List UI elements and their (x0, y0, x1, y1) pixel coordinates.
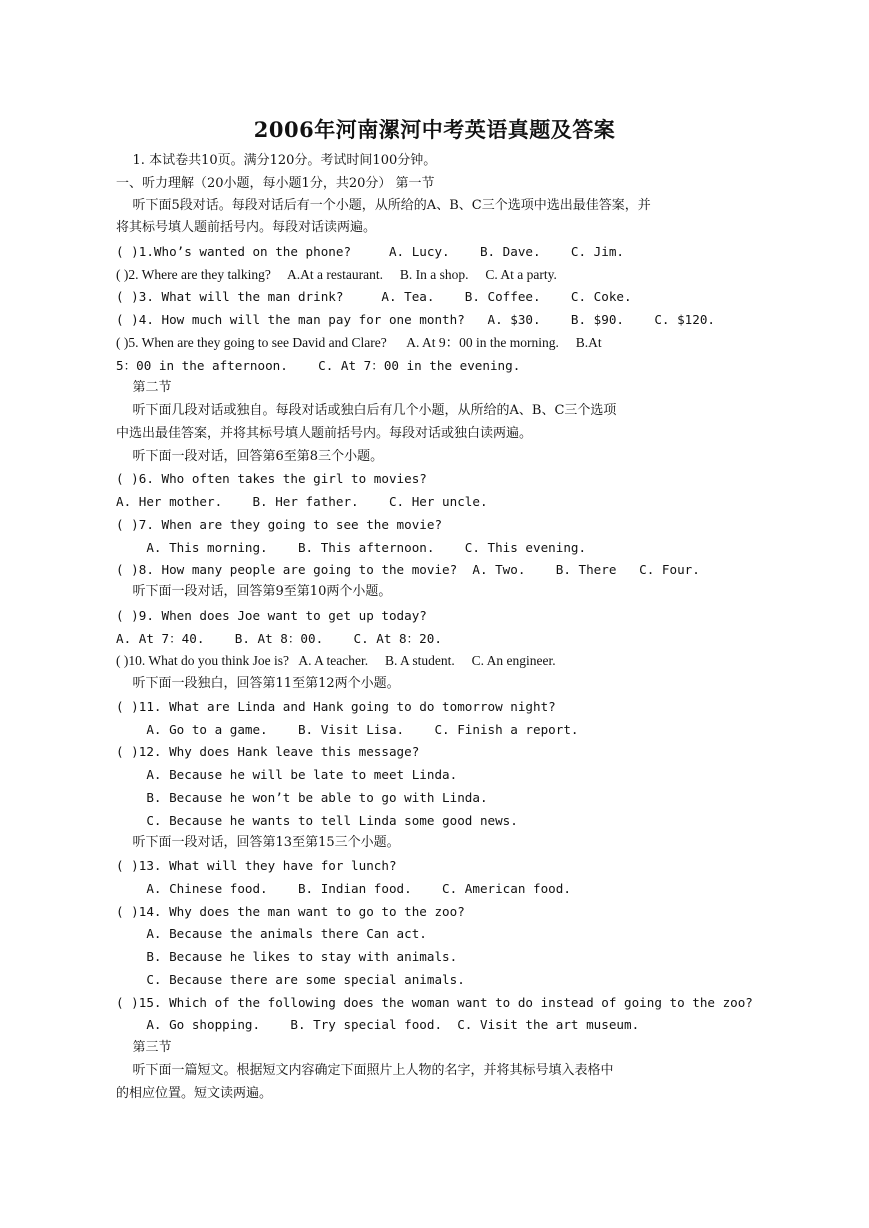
text-line: A. This morning. B. This afternoon. C. This evening. (116, 540, 587, 555)
text-line: ( )11. What are Linda and Hank going to do tomorrow night? (116, 699, 556, 714)
text-line: ( )7. When are they going to see the movie? (116, 517, 443, 532)
text-line: ( )8. How many people are going to the movie? A. Two. B. There C. Four. (116, 562, 700, 577)
text-line: A. Because the animals there Can act. (116, 926, 427, 941)
text-line: A. Chinese food. B. Indian food. C. American food. (116, 881, 571, 896)
text-line: ( )5. When are they going to see David and Clare? A. At 9：00 in the morning. B.At (116, 335, 602, 350)
text-line: 听下面5段对话。每段对话后有一个小题，从所给的A、B、C三个选项中选出最佳答案，并 (116, 198, 651, 213)
text-line: 听下面一段独白，回答第11至第12两个小题。 (116, 676, 400, 691)
text-line: ( )12. Why does Hank leave this message? (116, 744, 420, 759)
text-line: ( )1.Who’s wanted on the phone? A. Lucy. B. Dave. C. Jim. (116, 244, 624, 259)
text-line: ( )9. When does Joe want to get up today? (116, 608, 427, 623)
text-line: C. Because there are some special animals. (116, 972, 465, 987)
text-line: 1. 本试卷共10页。满分120分。考试时间100分钟。 (116, 153, 437, 168)
text-line: 第二节 (116, 380, 172, 395)
text-line: A. Her mother. B. Her father. C. Her uncle. (116, 494, 488, 509)
text-line: B. Because he likes to stay with animals. (116, 949, 458, 964)
text-line: 听下面一段对话，回答第6至第8三个小题。 (116, 449, 384, 464)
text-line: 的相应位置。短文读两遍。 (116, 1086, 273, 1101)
text-line: 第三节 (116, 1040, 172, 1055)
text-line: 一、听力理解（20小题，每小题1分，共20分） 第一节 (116, 176, 435, 191)
text-line: ( )4. How much will the man pay for one month? A. $30. B. $90. C. $120. (116, 312, 715, 327)
text-line: 听下面一段对话，回答第13至第15三个小题。 (116, 835, 400, 850)
text-line: B. Because he won’t be able to go with Linda. (116, 790, 488, 805)
text-line: C. Because he wants to tell Linda some good news. (116, 813, 518, 828)
text-line: 听下面几段对话或独自。每段对话或独白后有几个小题，从所给的A、B、C三个选项 (116, 403, 617, 418)
text-line: ( )2. Where are they talking? A.At a restaurant. B. In a shop. C. At a party. (116, 267, 557, 282)
text-line: ( )3. What will the man drink? A. Tea. B. Coffee. C. Coke. (116, 289, 632, 304)
text-line: 5：00 in the afternoon. C. At 7：00 in the evening. (116, 358, 521, 373)
page-title: 2006年河南漯河中考英语真题及答案 (253, 117, 616, 142)
text-line: A. Go shopping. B. Try special food. C. Visit the art museum. (116, 1017, 640, 1032)
text-line: ( )10. What do you think Joe is? A. A teacher. B. A student. C. An engineer. (116, 653, 556, 668)
text-line: 听下面一段对话，回答第9至第10两个小题。 (116, 584, 392, 599)
text-line: 中选出最佳答案，并将其标号填人题前括号内。每段对话或独白读两遍。 (116, 426, 533, 441)
text-line: A. Because he will be late to meet Linda. (116, 767, 458, 782)
text-line: ( )13. What will they have for lunch? (116, 858, 397, 873)
text-line: A. Go to a game. B. Visit Lisa. C. Finish a report. (116, 722, 579, 737)
text-line: A. At 7：40. B. At 8：00. C. At 8：20. (116, 631, 442, 646)
text-line: ( )14. Why does the man want to go to the zoo? (116, 904, 465, 919)
text-line: ( )15. Which of the following does the woman want to do instead of going to the zoo? (116, 995, 753, 1010)
text-line: 听下面一篇短文。根据短文内容确定下面照片上人物的名字，并将其标号填入表格中 (116, 1063, 614, 1078)
text-line: ( )6. Who often takes the girl to movies? (116, 471, 427, 486)
text-line: 将其标号填人题前括号内。每段对话读两遍。 (116, 220, 377, 235)
